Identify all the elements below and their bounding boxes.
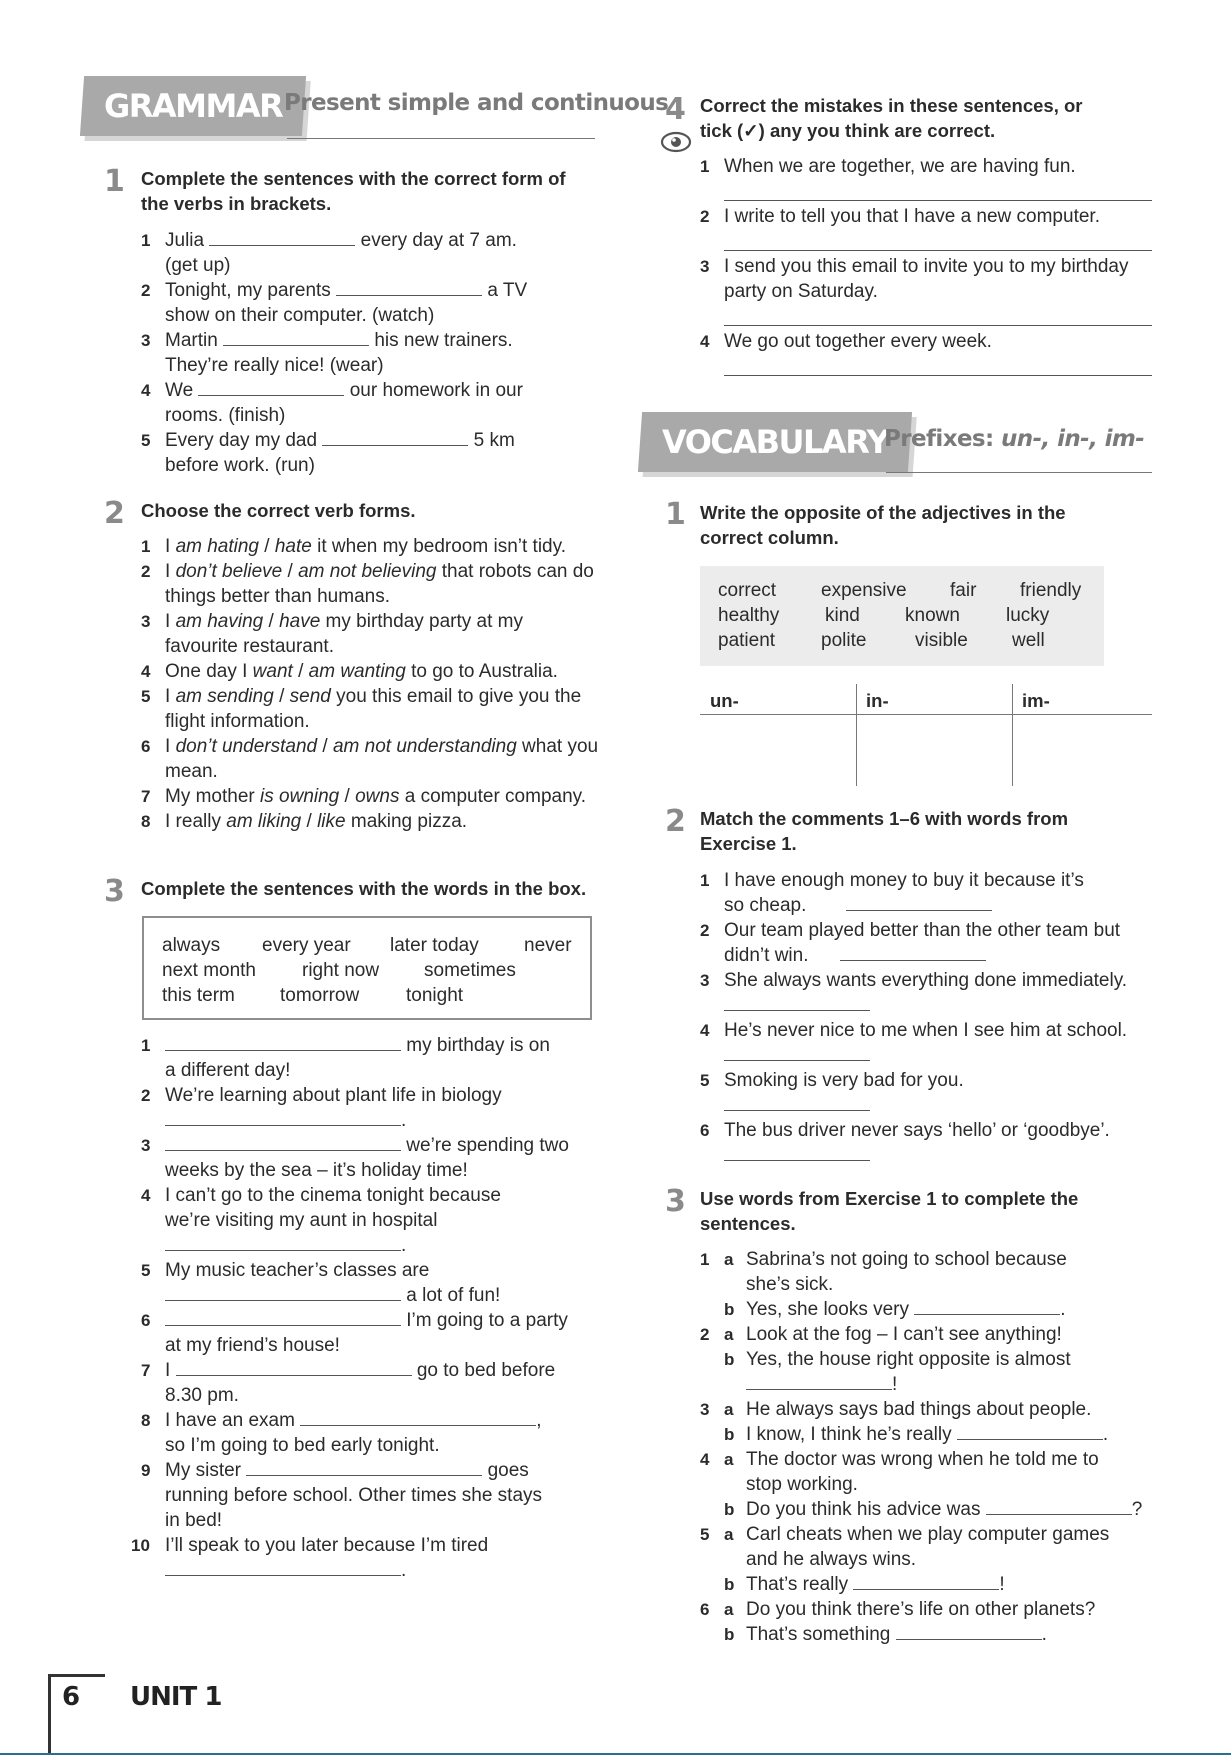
list-item: 3 Martin his new trainers. They’re really nice! (wear) [141,330,513,376]
list-item: 10 I’ll speak to you later because I’m tired . [131,1535,489,1581]
list-item: 1 my birthday is on a different day! [141,1035,550,1081]
list-item: 4 One day I want / am wanting to go to Australia. [141,661,558,682]
column-header-in: in- [866,690,889,711]
list-item: 6 The bus driver never says ‘hello’ or ‘goodbye’. [700,1118,1160,1168]
grammar-ex4-list [700,154,1152,379]
grammar-ex1-list [141,228,591,478]
list-item: 4 He’s never nice to me when I see him at school. [700,1018,1160,1068]
list-item: 4 I can’t go to the cinema tonight because we’re visiting my aunt in hospital . [141,1185,501,1256]
list-item: 7 I go to bed before 8.30 pm. [141,1360,556,1406]
list-item: 2 I write to tell you that I have a new computer. [700,204,1152,254]
list-item: 1 Julia every day at 7 am. (get up) [141,230,517,276]
unit-label: UNIT 1 [130,1682,222,1712]
list-item: 8 I really am liking / like making pizza. [141,811,468,832]
eye-icon [660,131,692,159]
list-item: 6 a Do you think there’s life on other planets? [700,1599,1096,1620]
list-item: 3 a He always says bad things about people. [700,1399,1092,1420]
grammar-ex2-instruction: Choose the correct verb forms. [141,500,416,521]
list-item: 4 a The doctor was wrong when he told me to stop working. [700,1449,1099,1495]
footer-rule [0,1753,1231,1755]
vocabulary-tag: VOCABULARY [638,412,912,472]
vocab-ex2-list [700,868,1160,1168]
list-item: 3 I send you this email to invite you to my birthday party on Saturday. [700,254,1152,329]
grammar-ex1-number: 1 [104,164,125,199]
list-item: 2 a Look at the fog – I can’t see anything! [700,1324,1062,1345]
list-item: 5 I am sending / send you this email to give you the flight information. [141,686,582,732]
list-item: 2 Tonight, my parents a TV show on their computer. (watch) [141,280,528,326]
list-item: 5 My music teacher’s classes are a lot of fun! [141,1260,501,1306]
list-item: 6 I don’t understand / am not understanding what you mean. [141,736,599,782]
grammar-ex4-number: 4 [665,92,686,127]
list-item: 5 Every day my dad 5 km before work. (run) [141,430,515,476]
word-box: always every year later today never next month right now sometimes this term tomorrow tonight [142,916,592,1020]
list-item: 2 I don’t believe / am not believing that robots can do things better than humans. [141,561,594,607]
list-item: 1 I have enough money to buy it because it’s so cheap. [700,870,1084,916]
vocab-ex2-instruction: Match the comments 1–6 with words from Exercise 1. [700,808,1069,854]
grammar-ex2-list [141,534,601,834]
grammar-ex2-number: 2 [104,496,125,531]
column-header-im: im- [1022,690,1050,711]
list-item: 3 we’re spending two weeks by the sea – it’s holiday time! [141,1135,569,1181]
adjective-box: correct expensive fair friendly healthy kind known lucky patient polite visible well [700,566,1104,666]
list-item: 1 I am hating / hate it when my bedroom isn’t tidy. [141,536,566,557]
grammar-tag: GRAMMAR [80,76,306,136]
list-item: 9 My sister goes running before school. Other times she stays in bed! [141,1460,543,1531]
vocab-ex3-list: 1 a Sabrina’s not going to school because she’s sick. b Yes, she looks very . 2 a Look at the fog – I can’t see anything! b Yes, the house right opposite is almost ! 3 a He always says bad things about people. b I know, I think he’s really . 4 a The doctor was wrong when he told me to stop working. b Do you think his advice was ? 5 a Carl cheats when we play computer games and he always wins. b That’s really ! 6 a Do you think there’s life on other planets? b That’s something . [700,1247,1160,1647]
column-header-un: un- [710,690,739,711]
list-item: 2 We’re learning about plant life in biology . [141,1085,502,1131]
grammar-subtitle: Present simple and continuous [284,90,669,116]
list-item: 5 Smoking is very bad for you. [700,1068,1160,1118]
list-item: 3 She always wants everything done immediately. [700,968,1160,1018]
prefix-table [700,684,1152,786]
list-item: 2 Our team played better than the other team but didn’t win. [700,920,1121,966]
vocab-ex2-number: 2 [665,804,686,839]
list-item: 5 a Carl cheats when we play computer games and he always wins. [700,1524,1110,1570]
vocabulary-subtitle: Prefixes: un-, in-, im- [884,426,1145,452]
grammar-ex3-number: 3 [104,874,125,909]
page-number: 6 [62,1682,81,1712]
list-item: 8 I have an exam , so I’m going to bed early tonight. [141,1410,542,1456]
vocab-ex3-number: 3 [665,1184,686,1219]
grammar-ex4-instruction: Correct the mistakes in these sentences, or tick (✓) any you think are correct. [700,95,1083,141]
grammar-banner [82,76,669,138]
vocab-ex3-instruction: Use words from Exercise 1 to complete the sentences. [700,1188,1079,1234]
grammar-ex1-instruction: Complete the sentences with the correct form of the verbs in brackets. [141,168,566,214]
list-item: 1 When we are together, we are having fun. [700,154,1152,204]
vocabulary-banner [640,412,1160,474]
grammar-ex3-instruction: Complete the sentences with the words in the box. [141,878,587,899]
list-item: 7 My mother is owning / owns a computer company. [141,786,587,807]
vocab-ex1-instruction: Write the opposite of the adjectives in the correct column. [700,502,1066,548]
grammar-ex3-list [131,1033,601,1583]
list-item: 1 a Sabrina’s not going to school because she’s sick. [700,1249,1067,1295]
list-item: 4 We go out together every week. [700,329,1152,379]
list-item: 6 I’m going to a party at my friend’s house! [141,1310,568,1356]
list-item: 3 I am having / have my birthday party at my favourite restaurant. [141,611,524,657]
list-item: 4 We our homework in our rooms. (finish) [141,380,523,426]
vocab-ex1-number: 1 [665,497,686,532]
